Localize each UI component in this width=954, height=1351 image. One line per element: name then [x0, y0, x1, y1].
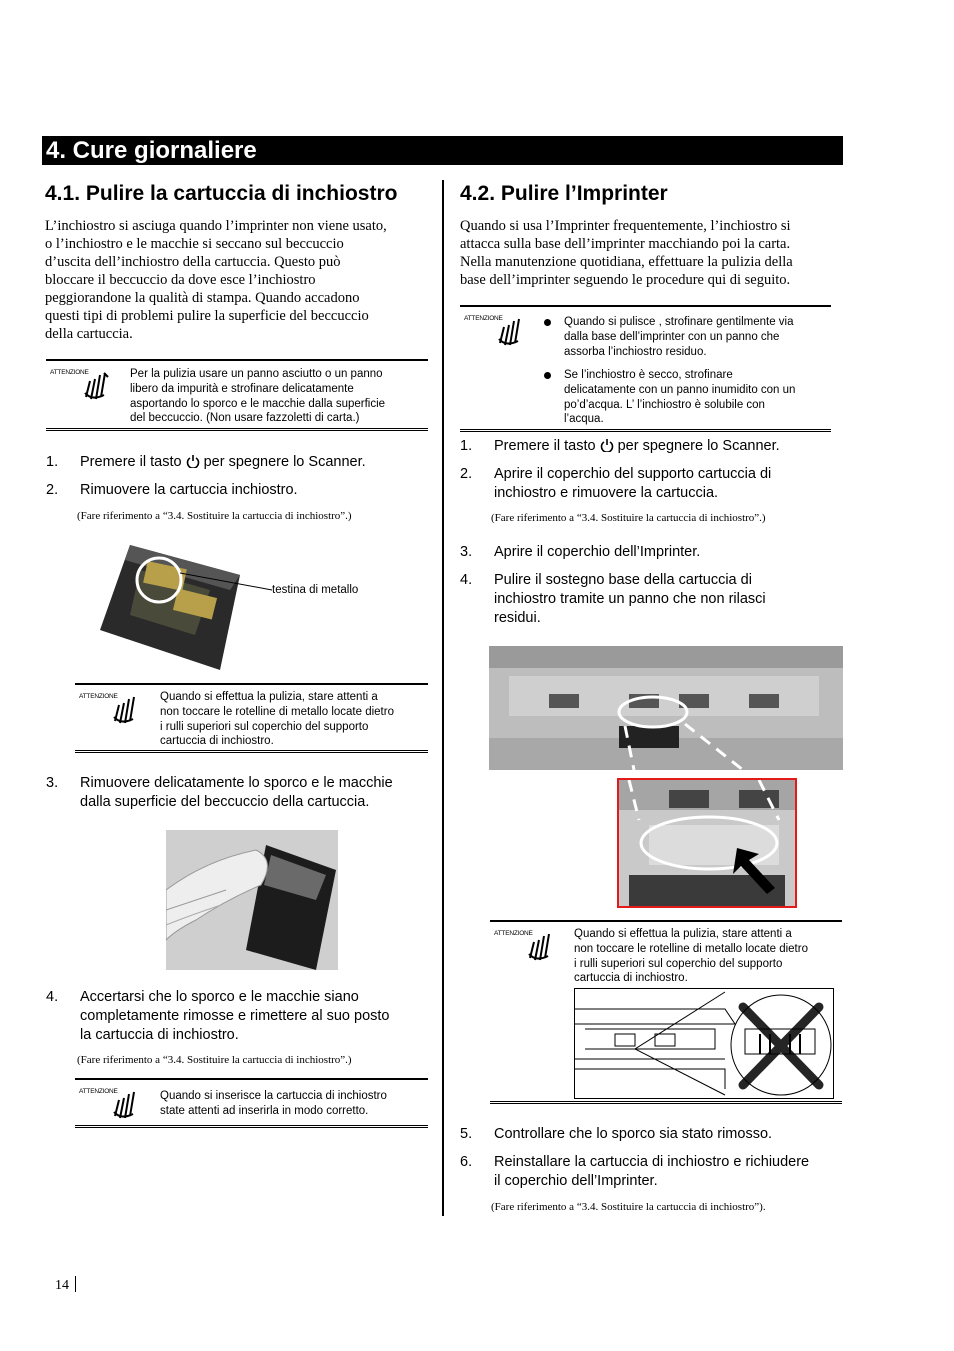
left-ref-2: (Fare riferimento a “3.4. Sostituire la cartuccia di inchiostro”.) [77, 1054, 352, 1066]
power-icon [600, 438, 614, 452]
left-ref-1: (Fare riferimento a “3.4. Sostituire la cartuccia di inchiostro”.) [77, 510, 352, 522]
left-intro: L’inchiostro si asciuga quando l’imprinter non viene usato, o l’inchiostro e le macchie si seccano sul beccuccio d’uscita dell’inchiostro della cartuccia. Questo può bloccare il beccuccio da dove esce l’inchiostro peggiorandone la qualità di stampa. Quando accadono questi tipi di problemi pulire la superficie del beccuccio della cartuccia. [45, 218, 387, 342]
right-intro: Quando si usa l’Imprinter frequentemente, l’inchiostro si attacca sulla base dell’imprinter macchiando poi la carta. Nella manutenzione quotidiana, effettuare la pulizia della base dell’imprinter seguendo le procedure qui di seguito. [460, 218, 793, 288]
callout-line [180, 568, 275, 593]
column-divider [442, 180, 444, 1216]
power-icon [186, 454, 200, 468]
attention-note-imprinter-base [460, 305, 831, 432]
attention-hand-icon: ATTENZIONE [79, 1086, 139, 1122]
attention-hand-icon: ATTENZIONE [50, 367, 110, 403]
bullet-dry-ink: Se l’inchiostro è secco, strofinare delicatamente con un panno inumidito con un po’d’acqua. L’ l’inchiostro è solubile con l’acqua. [544, 368, 824, 427]
section-heading-4-2: 4.2. Pulire l’Imprinter [460, 182, 668, 205]
attention-note-rollers-right: ATTENZIONE Quando si effettua la pulizia, stare attenti a non toccare le rotelline di metallo locate dietro i rulli superiori sul coperchio del supporto cartuccia di inchiostro. [490, 920, 842, 1104]
right-ref-2: (Fare riferimento a “3.4. Sostituire la cartuccia di inchiostro”). [491, 1201, 766, 1213]
attention-hand-icon: ATTENZIONE [464, 313, 524, 349]
chapter-title: 4. Cure giornaliere [42, 136, 843, 165]
attention-note-rollers-left: ATTENZIONE Quando si effettua la pulizia, stare attenti a non toccare le rotelline di metallo locate dietro i rulli superiori sul coperchio del supporto cartuccia di inchiostro. [75, 683, 428, 753]
imprinter-open-photo [489, 646, 843, 770]
ink-cartridge-photo [90, 535, 250, 675]
attention-note-insert: ATTENZIONE Quando si inserisce la cartuccia di inchiostro state attenti ad inserirla in modo corretto. [75, 1078, 428, 1128]
bullet-gentle-wipe: Quando si pulisce , strofinare gentilmente via dalla base dell’imprinter con un panno che assorba l’inchiostro residuo. [544, 315, 824, 359]
attention-note-cloth: ATTENZIONE Per la pulizia usare un panno asciutto o un panno libero da impurità e strofinare delicatamente asportando lo sporco e le macchie dalla superficie del beccuccio. (Non usare fazzoletti di carta.) [46, 359, 428, 431]
page-number: 14 [55, 1276, 76, 1294]
section-heading-4-1: 4.1. Pulire la cartuccia di inchiostro [45, 182, 398, 205]
attention-hand-icon: ATTENZIONE [79, 691, 139, 727]
right-ref-1: (Fare riferimento a “3.4. Sostituire la cartuccia di inchiostro”.) [491, 512, 766, 524]
callout-metal-head: testina di metallo [272, 584, 359, 596]
imprinter-zoom-photo [617, 778, 797, 908]
rollers-warning-illustration [574, 988, 834, 1099]
cleaning-cartridge-photo [166, 830, 338, 970]
attention-hand-icon: ATTENZIONE [494, 928, 554, 964]
